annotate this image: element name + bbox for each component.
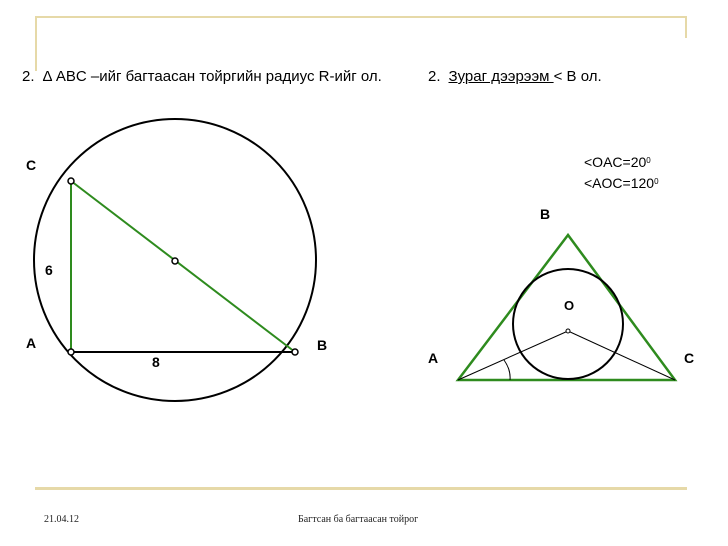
figure-1-side-ac-length: 6 [45,262,53,278]
figure-2-segment-ao [458,331,568,380]
figure-1-label-c: C [26,157,37,173]
figure-1-center [172,258,178,264]
problem-1-statement: Δ ABC –ийг багтаасан тойргийн радиус R-ийг ол. [42,68,382,85]
figure-2-incircle [513,269,623,379]
figure-1-hypotenuse [71,181,295,352]
figure-2-label-o: O [564,298,575,313]
figure-2-label-a: A [428,350,439,366]
problem-2-number: 2. [428,68,441,85]
figure-1-side-ab-length: 8 [152,354,160,370]
footer-title: Багтсан ба багтаасан тойрог [298,514,419,525]
given-oac-degree: 0 [646,156,651,165]
figure-1-label-a: A [26,335,37,351]
given-oac-text: <OAC=20 [584,154,647,170]
figure-1-point-c [68,178,74,184]
given-aoc-degree: 0 [654,177,659,186]
figure-2-center [566,329,570,333]
footer-date: 21.04.12 [44,514,79,525]
figure-1-label-b: B [317,337,328,353]
figure-2-label-b: B [540,206,551,222]
figure-2-angle-arc [504,360,510,380]
figure-1-point-b [292,349,298,355]
problem-1-number: 2. [22,68,35,85]
problem-2-underlined: Зураг дээрээм [448,68,554,85]
problem-2-rest: < B ол. [553,68,602,85]
figure-2-label-c: C [684,350,695,366]
given-aoc-text: <AOC=120 [584,175,655,191]
figure-1-point-a [68,349,74,355]
